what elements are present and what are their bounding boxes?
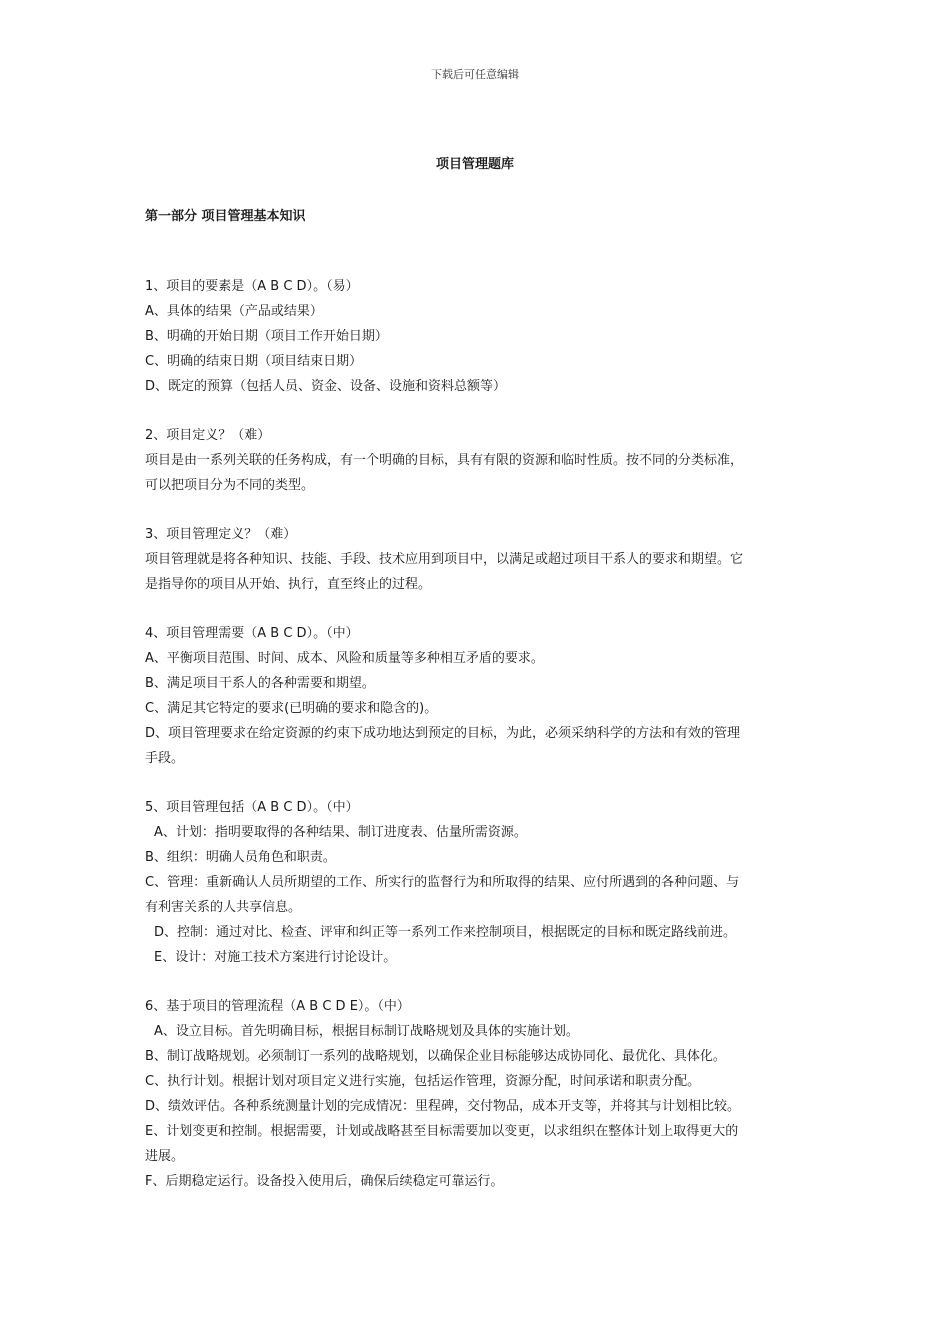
question-2 <box>145 423 810 498</box>
option-a: A、具体的结果（产品或结果） <box>145 304 323 319</box>
option-d-continued: 手段。 <box>145 751 185 766</box>
option-c-continued: 有利害关系的人共享信息。 <box>145 900 302 915</box>
question-3 <box>145 522 810 597</box>
answer-line: 是指导你的项目从开始、执行，直至终止的过程。 <box>145 577 432 592</box>
option-a: A、平衡项目范围、时间、成本、风险和质量等多种相互矛盾的要求。 <box>145 651 544 666</box>
answer-line: 可以把项目分为不同的类型。 <box>145 478 315 493</box>
question-text: 3、项目管理定义？（难） <box>145 527 297 542</box>
option-f: F、后期稳定运行。设备投入使用后，确保后续稳定可靠运行。 <box>145 1174 504 1189</box>
option-b: B、满足项目干系人的各种需要和期望。 <box>145 676 375 691</box>
option-e: E、计划变更和控制。根据需要，计划或战略甚至目标需要加以变更，以求组织在整体计划上取得更大的 <box>145 1124 739 1139</box>
document-title: 项目管理题库 <box>435 157 514 172</box>
option-b: B、明确的开始日期（项目工作开始日期） <box>145 329 388 344</box>
option-d: D、控制：通过对比、检查、评审和纠正等一系列工作来控制项目，根据既定的目标和既定路线前进。 <box>154 925 737 940</box>
question-text: 4、项目管理需要（A B C D）。（中） <box>145 626 359 641</box>
question-list <box>145 274 810 1194</box>
option-c: C、明确的结束日期（项目结束日期） <box>145 354 363 369</box>
part-heading: 第一部分 项目管理基本知识 <box>145 209 306 224</box>
option-b: B、组织：明确人员角色和职责。 <box>145 850 336 865</box>
option-b: B、制订战略规划。必须制订一系列的战略规划，以确保企业目标能够达成协同化、最优化、具体化。 <box>145 1049 726 1064</box>
question-6 <box>145 994 810 1194</box>
question-4 <box>145 621 810 771</box>
option-e-continued: 进展。 <box>145 1149 185 1164</box>
answer-line: 项目管理就是将各种知识、技能、手段、技术应用到项目中，以满足或超过项目干系人的要求和期望。它 <box>145 552 744 567</box>
option-d: D、绩效评估。各种系统测量计划的完成情况：里程碑，交付物品，成本开支等，并将其与计划相比较。 <box>145 1099 741 1114</box>
question-text: 6、基于项目的管理流程（A B C D E）。（中） <box>145 999 410 1014</box>
question-1 <box>145 274 810 399</box>
question-text: 5、项目管理包括（A B C D）。（中） <box>145 800 359 815</box>
option-d: D、既定的预算（包括人员、资金、设备、设施和资料总额等） <box>145 379 507 394</box>
question-text: 2、项目定义？（难） <box>145 428 271 443</box>
option-c: C、管理：重新确认人员所期望的工作、所实行的监督行为和所取得的结果、应付所遇到的各种问题、与 <box>145 875 740 890</box>
option-d: D、项目管理要求在给定资源的约束下成功地达到预定的目标，为此，必须采纳科学的方法和有效的管理 <box>145 726 741 741</box>
option-c: C、执行计划。根据计划对项目定义进行实施，包括运作管理，资源分配，时间承诺和职责分配。 <box>145 1074 701 1089</box>
question-5 <box>145 795 810 970</box>
answer-line: 项目是由一系列关联的任务构成，有一个明确的目标，具有有限的资源和临时性质。按不同的分类标准， <box>145 453 744 468</box>
question-text: 1、项目的要素是（A B C D）。（易） <box>145 279 359 294</box>
page-header: 下载后可任意编辑 <box>431 68 519 81</box>
option-c: C、满足其它特定的要求(已明确的要求和隐含的)。 <box>145 701 438 716</box>
option-a: A、计划：指明要取得的各种结果、制订进度表、估量所需资源。 <box>154 825 527 840</box>
option-a: A、设立目标。首先明确目标，根据目标制订战略规划及具体的实施计划。 <box>154 1024 579 1039</box>
option-e: E、设计：对施工技术方案进行讨论设计。 <box>154 950 397 965</box>
